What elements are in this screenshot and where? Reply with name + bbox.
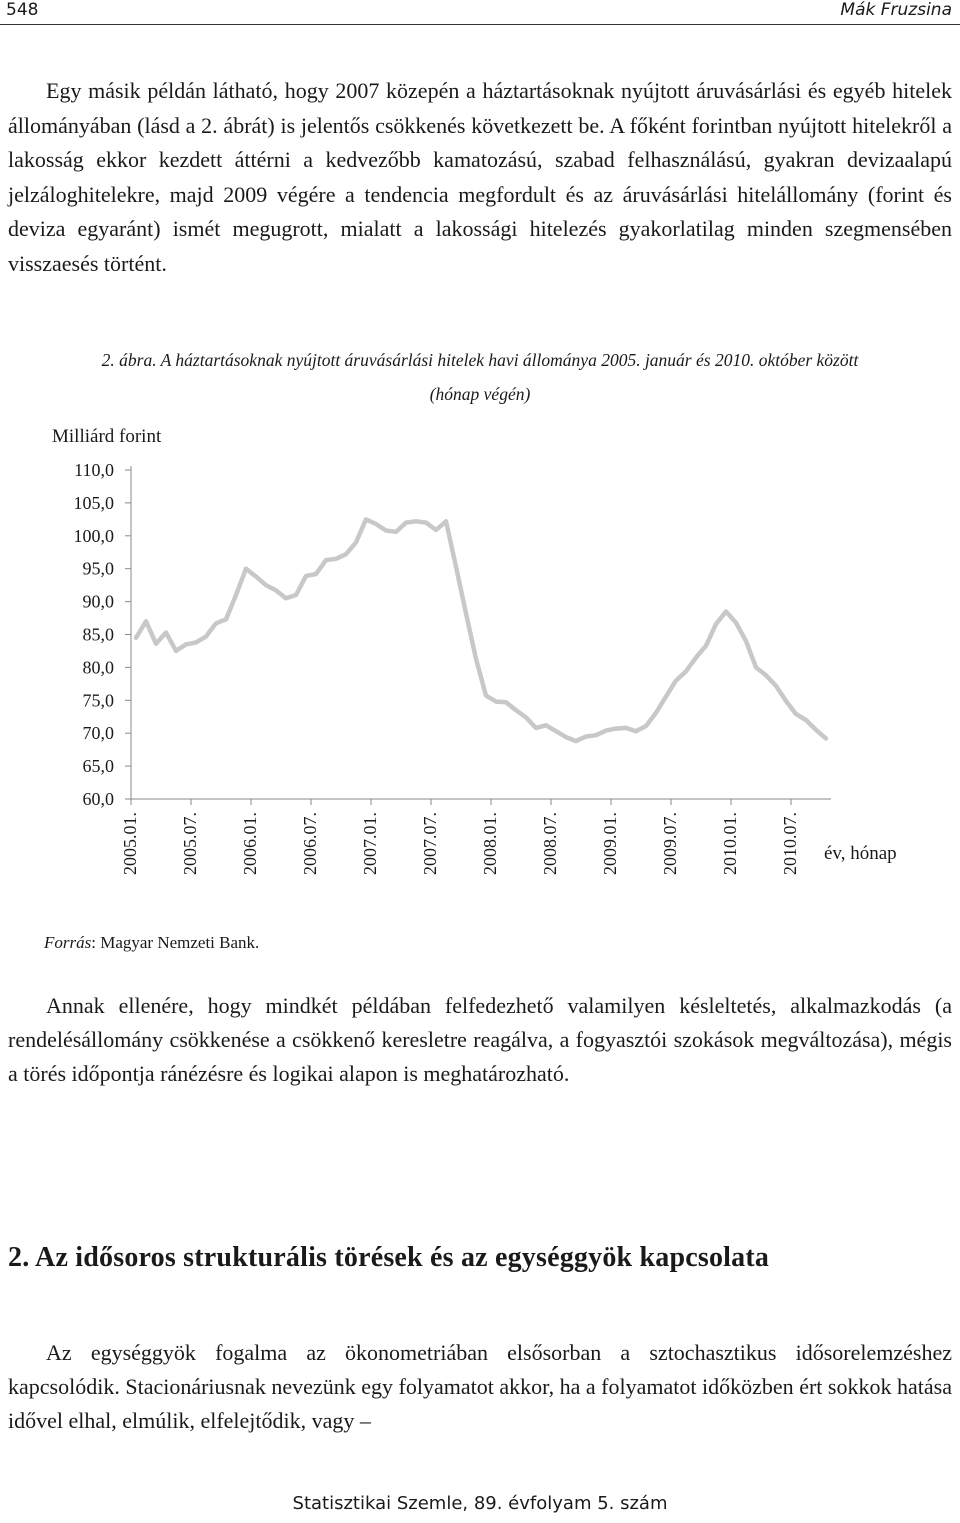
x-tick-label: 2008.01. (480, 812, 500, 875)
x-tick-label: 2008.07. (540, 812, 560, 875)
y-tick-label: 110,0 (74, 460, 114, 480)
y-tick-label: 80,0 (82, 657, 114, 678)
x-tick-label: 2009.01. (600, 812, 620, 875)
x-tick-labels (120, 812, 800, 875)
x-tick-label: 2009.07. (660, 812, 680, 875)
section-paragraph: Az egységgyök fogalma az ökonometriában elsősorban a sztochasztikus idősorelemzéshez kapcsolódik. Stacionáriusnak nevezünk egy folyamatot akkor, ha a folyamatot időközben ért sokkok hatása idővel elhal, elmúlik, elfelejtődik, vagy – (8, 1340, 952, 1433)
x-tick-label: 2007.07. (420, 812, 440, 875)
y-tick-label: 60,0 (82, 789, 114, 809)
x-tick-label: 2010.01. (720, 812, 740, 875)
line-chart (0, 410, 960, 900)
x-tick-label: 2005.07. (180, 812, 200, 875)
y-tick-label: 85,0 (82, 624, 114, 645)
y-tick-label: 90,0 (82, 591, 114, 612)
figure-number: 2. ábra. (101, 350, 157, 370)
figure-caption (0, 343, 960, 411)
y-tick-label: 95,0 (82, 558, 114, 579)
intro-paragraph: Egy másik példán látható, hogy 2007 közepén a háztartásoknak nyújtott áruvásárlási és egyéb hitelek állományában (lásd a 2. ábrát) is jelentős csökkenés következett be. A főként forintban nyújtott hitelekről a lakosság ekkor kezdett áttérni a kedvezőbb kamatozású, szabad felhasználású, gyakran devizaalapú jelzáloghitelekre, majd 2009 végére a tendencia megfordult és az áruvásárlási hitelállomány (forint és deviza egyaránt) ismét megugrott, mialatt a lakossági hitelezés gyakorlatilag minden szegmensében visszaesés történt. (8, 78, 952, 276)
x-tick-label: 2006.07. (300, 812, 320, 875)
figure-subtitle: (hónap végén) (429, 384, 531, 404)
y-axis-label: Milliárd forint (52, 426, 162, 447)
x-tick-label: 2006.01. (240, 812, 260, 875)
y-tick-label: 105,0 (73, 492, 114, 513)
journal-footer: Statisztikai Szemle, 89. évfolyam 5. szám (292, 1493, 668, 1514)
y-tick-labels (74, 460, 115, 809)
y-tick-label: 70,0 (82, 723, 114, 744)
y-tick-label: 65,0 (82, 756, 114, 777)
y-tick-label: 75,0 (82, 690, 114, 711)
chart-axes (125, 466, 831, 805)
series-group (136, 519, 826, 741)
figure-source (44, 933, 259, 953)
source-text: : Magyar Nemzeti Bank. (91, 933, 260, 952)
running-head (0, 0, 960, 25)
author-name: Mák Fruzsina (840, 0, 952, 20)
page-number: 548 (6, 0, 39, 20)
x-tick-label: 2010.07. (780, 812, 800, 875)
figure-title: A háztartásoknak nyújtott áruvásárlási hitelek havi állománya 2005. január és 2010. október között (160, 350, 859, 370)
body-paragraph: Annak ellenére, hogy mindkét példában felfedezhető valamilyen késleltetés, alkalmazkodás (a rendelésállomány csökkenése a csökkenő keresletre reagálva, a fogyasztói szokások megváltozása), mégis a törés időpontja ránézésre és logikai alapon is meghatározható. (8, 993, 952, 1086)
section-heading: 2. Az idősoros strukturális törések és az egységgyök kapcsolata (8, 1242, 770, 1273)
x-axis-label: év, hónap (824, 843, 897, 864)
series-line (136, 519, 826, 741)
y-tick-label: 100,0 (73, 525, 114, 546)
x-tick-label: 2005.01. (120, 812, 140, 875)
x-tick-label: 2007.01. (360, 812, 380, 875)
source-label: Forrás (44, 933, 92, 952)
